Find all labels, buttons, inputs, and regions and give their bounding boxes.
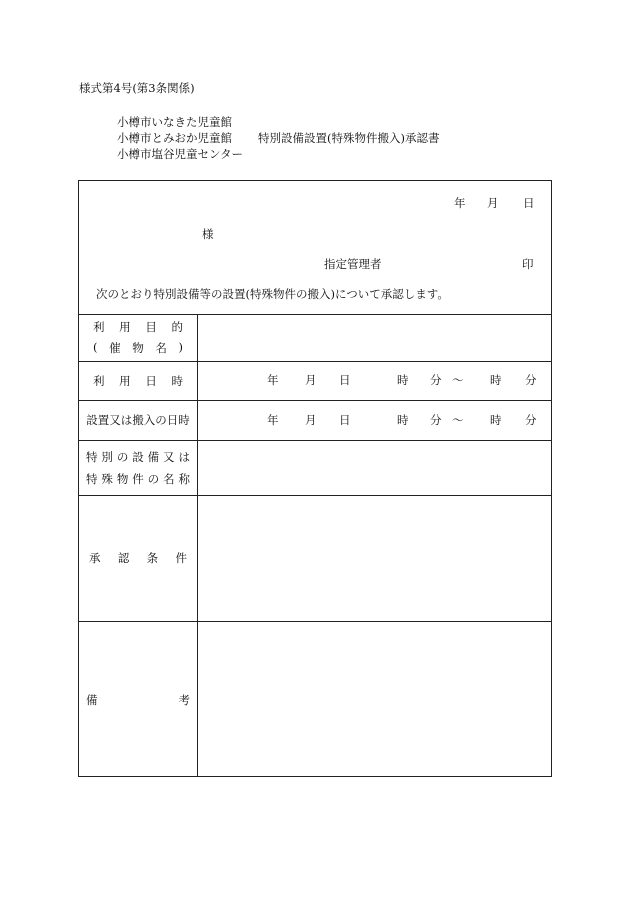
date-year: 年 xyxy=(454,196,466,210)
equipment-char: 備 xyxy=(147,449,160,464)
purpose-char: ) xyxy=(178,340,183,354)
unit-minute: 分 xyxy=(525,413,537,427)
unit-minute: 分 xyxy=(430,373,442,387)
range-tilde: 〜 xyxy=(452,373,464,387)
addressee-honorific: 様 xyxy=(202,227,214,241)
usage-datetime-char: 用 xyxy=(119,373,131,388)
facility-name: 小樽市塩谷児童センター xyxy=(117,147,244,161)
install-datetime-text: 設置又は搬入の日時 xyxy=(86,413,190,427)
unit-minute: 分 xyxy=(430,413,442,427)
facility-name: 小樽市いなきた児童館 xyxy=(117,115,232,129)
unit-year: 年 xyxy=(267,373,279,387)
unit-day: 日 xyxy=(339,413,351,427)
unit-day: 日 xyxy=(339,373,351,387)
date-month: 月 xyxy=(487,196,499,210)
facility-name: 小樽市とみおか児童館 xyxy=(117,131,232,145)
equipment-char: 名 xyxy=(163,471,175,486)
unit-month: 月 xyxy=(305,413,317,427)
conditions-char: 認 xyxy=(117,551,130,565)
unit-hour: 時 xyxy=(490,413,502,427)
purpose-char: 目 xyxy=(145,320,157,334)
purpose-char: 利 xyxy=(93,320,105,334)
manager-label: 指定管理者 xyxy=(324,257,382,271)
usage-datetime-char: 日 xyxy=(145,373,157,388)
conditions-char: 件 xyxy=(175,551,187,565)
column-divider xyxy=(197,314,198,776)
purpose-char: 名 xyxy=(155,341,167,355)
remarks-label xyxy=(79,621,197,778)
purpose-label xyxy=(79,314,197,361)
equipment-char: 物 xyxy=(116,471,129,486)
unit-minute: 分 xyxy=(525,373,537,387)
equipment-char: は xyxy=(178,449,190,464)
unit-year: 年 xyxy=(267,413,279,427)
equipment-char: の xyxy=(116,449,129,464)
usage-datetime-char: 利 xyxy=(93,373,105,388)
remarks-char: 備 xyxy=(86,692,98,707)
purpose-char: ( xyxy=(93,340,98,354)
unit-month: 月 xyxy=(305,373,317,387)
unit-hour: 時 xyxy=(397,413,409,427)
equipment-name-label xyxy=(79,440,197,495)
equipment-char: 特 xyxy=(86,471,98,486)
equipment-char: 設 xyxy=(132,449,144,464)
unit-hour: 時 xyxy=(397,373,409,387)
purpose-char: 催 xyxy=(109,341,121,355)
purpose-char: 的 xyxy=(171,320,183,334)
equipment-char: 別 xyxy=(101,449,113,464)
install-datetime-label xyxy=(79,400,197,440)
date-day: 日 xyxy=(523,196,535,210)
seal-mark: 印 xyxy=(522,257,534,271)
conditions-char: 条 xyxy=(146,551,159,565)
remarks-char: 考 xyxy=(178,692,190,707)
usage-datetime-char: 時 xyxy=(171,373,183,388)
approval-form xyxy=(78,180,552,777)
form-number-label: 様式第4号(第3条関係) xyxy=(79,81,195,95)
equipment-char: 件 xyxy=(132,471,144,486)
equipment-char: 称 xyxy=(178,471,190,486)
equipment-char: 殊 xyxy=(101,471,113,486)
approval-conditions-label xyxy=(79,495,197,621)
equipment-char: 又 xyxy=(163,449,175,464)
equipment-char: の xyxy=(147,471,160,486)
usage-datetime-label xyxy=(79,361,197,400)
conditions-char: 承 xyxy=(89,551,101,565)
unit-hour: 時 xyxy=(490,373,502,387)
approval-statement: 次のとおり特別設備等の設置(特殊物件の搬入)について承認します。 xyxy=(96,287,449,301)
range-tilde: 〜 xyxy=(452,413,464,427)
purpose-char: 用 xyxy=(119,320,131,334)
document-title: 特別設備設置(特殊物件搬入)承認書 xyxy=(258,131,440,145)
purpose-char: 物 xyxy=(132,341,144,355)
equipment-char: 特 xyxy=(86,449,98,464)
